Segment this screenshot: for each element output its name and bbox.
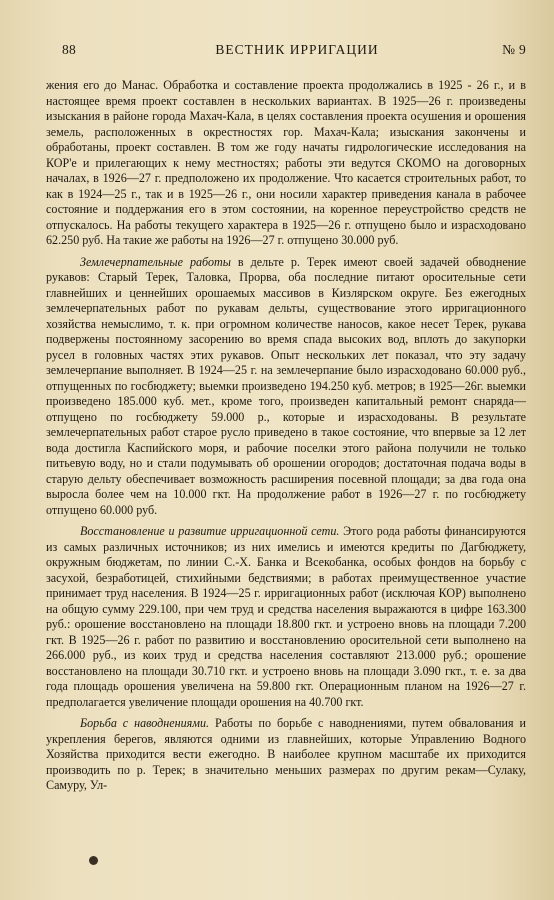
paragraph-text: Работы по борьбе с наводнениями, путем обвалования и укрепления берегов, являются одними из главнейших, которые Управлению Водного Хозяйства приходится вести ежегодно. В наиболее крупном масштабе их приходится производить по р. Терек; в значительно меньших размерах по другим рекам—Сулаку, Самуру, Ул- xyxy=(46,716,526,792)
paragraph-text: жения его до Манас. Обработка и составление проекта продолжались в 1925 - 26 г., и в настоящее время проект составлен в нескольких вариантах. В 1925—26 г. произведены изыскания в районе города Махач-Кала, в целях составления проекта осушения и орошения земель, расположенных в окрестностях гор. Махач-Кала; изыскания закончены и обработаны, проект составлен. В том же году начаты гидрологические исследования на КОР'е и прилегающих к нему местностях; работы эти ведутся СКОМО на договорных началах, в 1926—27 г. предположено их продолжение. Что касается строительных работ, то как в 1924—25 г., так и в 1925—26 г., они носили характер приведения канала в рабочее состояние и поддержания его в этом состоянии, на коренное переустройство средств не отпускалось. На работы текущего характера в 1925—26 г. отпущено было и израсходовано 62.250 руб. На такие же работы на 1926—27 г. отпущено 30.000 руб. xyxy=(46,78,526,247)
page-number: 88 xyxy=(62,42,77,57)
paragraph-irrigation-network xyxy=(46,524,526,710)
issue-number: № 9 xyxy=(502,42,526,57)
paragraph-text: Этого рода работы финансируются из самых различных источников; из них имелись и имеются кредиты по Дагбюджету, окружным бюджетам, по линии С.-Х. Банка и Всекобанка, особых фондов на борьбу с засухой, безработицей, стихийными бедствиями; в работах преимущественное участие принимает труд населения. В 1924—25 г. ирригационных работ (исключая КОР) выполнено на общую сумму 229.100, при чем труд и средства населения выражаются в цифре 163.300 руб.: орошение восстановлено на площади 18.800 гкт. и устроено вновь на площади 7.200 гкт. В 1925—26 г. работ по развитию и восстановлению оросительной сети выполнено на 266.000 руб., из коих труд и средства населения составляют 213.000 руб.; орошение восстановлено на площади 30.710 гкт. и устроено вновь на площади 3.090 гкт., т. е. за два года площадь орошения увеличена на 59.800 гкт. Операционным планом на 1926—27 г. предполагается увеличение площади орошения на 40.700 гкт. xyxy=(46,524,526,709)
journal-title: ВЕСТНИК ИРРИГАЦИИ xyxy=(215,42,379,57)
paragraph-dredging xyxy=(46,255,526,519)
paragraph-heading: Землечерпательные работы xyxy=(80,254,231,269)
paragraph-text: в дельте р. Терек имеют своей задачей обводнение рукавов: Старый Терек, Таловка, Прорва, оба последние питают оросительные сети главнейших и ценнейших орошаемых массивов в Кизлярском округе. Без ежегодных землечерпательных работ по рукавам дельты, существование этого ирригационного хозяйства немыслимо, т. к. при огромном количестве наносов, какое несет Терек, рукава подвержены постоянному засорению во время спада высоких вод, вплоть до закупорки русел в головных частях этих рукавов. Опыт нескольких лет показал, что эту задачу землечерпание выполняет. В 1924—25 г. на землечерпание было израсходовано 60.000 руб., отпущенных по госбюджету; выемки произведено 194.250 куб. метров; в 1925—26г. выемки произведено 185.000 куб. мет., кроме того, произведен капитальный ремонт снаряда—отпущено по госбюджету 59.000 р., которые и израсходованы. В результате землечерпательных работ старое русло приведено в такое состояние, что впервые за 12 лет вода достигла Каспийского моря, и рабочие поселки этого района получили не только питьевую воду, но и стали подумывать об орошении огородов; достаточная подача воды в старую дельту обеспечивает возможность расширения посевной площади; за два года она выросла более чем на 10.000 гкт. На продолжение работ в 1926—27 г. по госбюджету отпущено 60.000 руб. xyxy=(46,254,526,517)
paragraph-heading: Восстановление и развитие ирригационной сети. xyxy=(80,524,340,538)
running-header xyxy=(62,42,532,62)
paragraph-flood-control xyxy=(46,716,526,794)
paragraph-heading: Борьба с наводнениями. xyxy=(80,716,210,730)
body-text xyxy=(46,78,526,800)
ink-spot xyxy=(89,856,98,865)
paragraph-intro xyxy=(46,78,526,249)
